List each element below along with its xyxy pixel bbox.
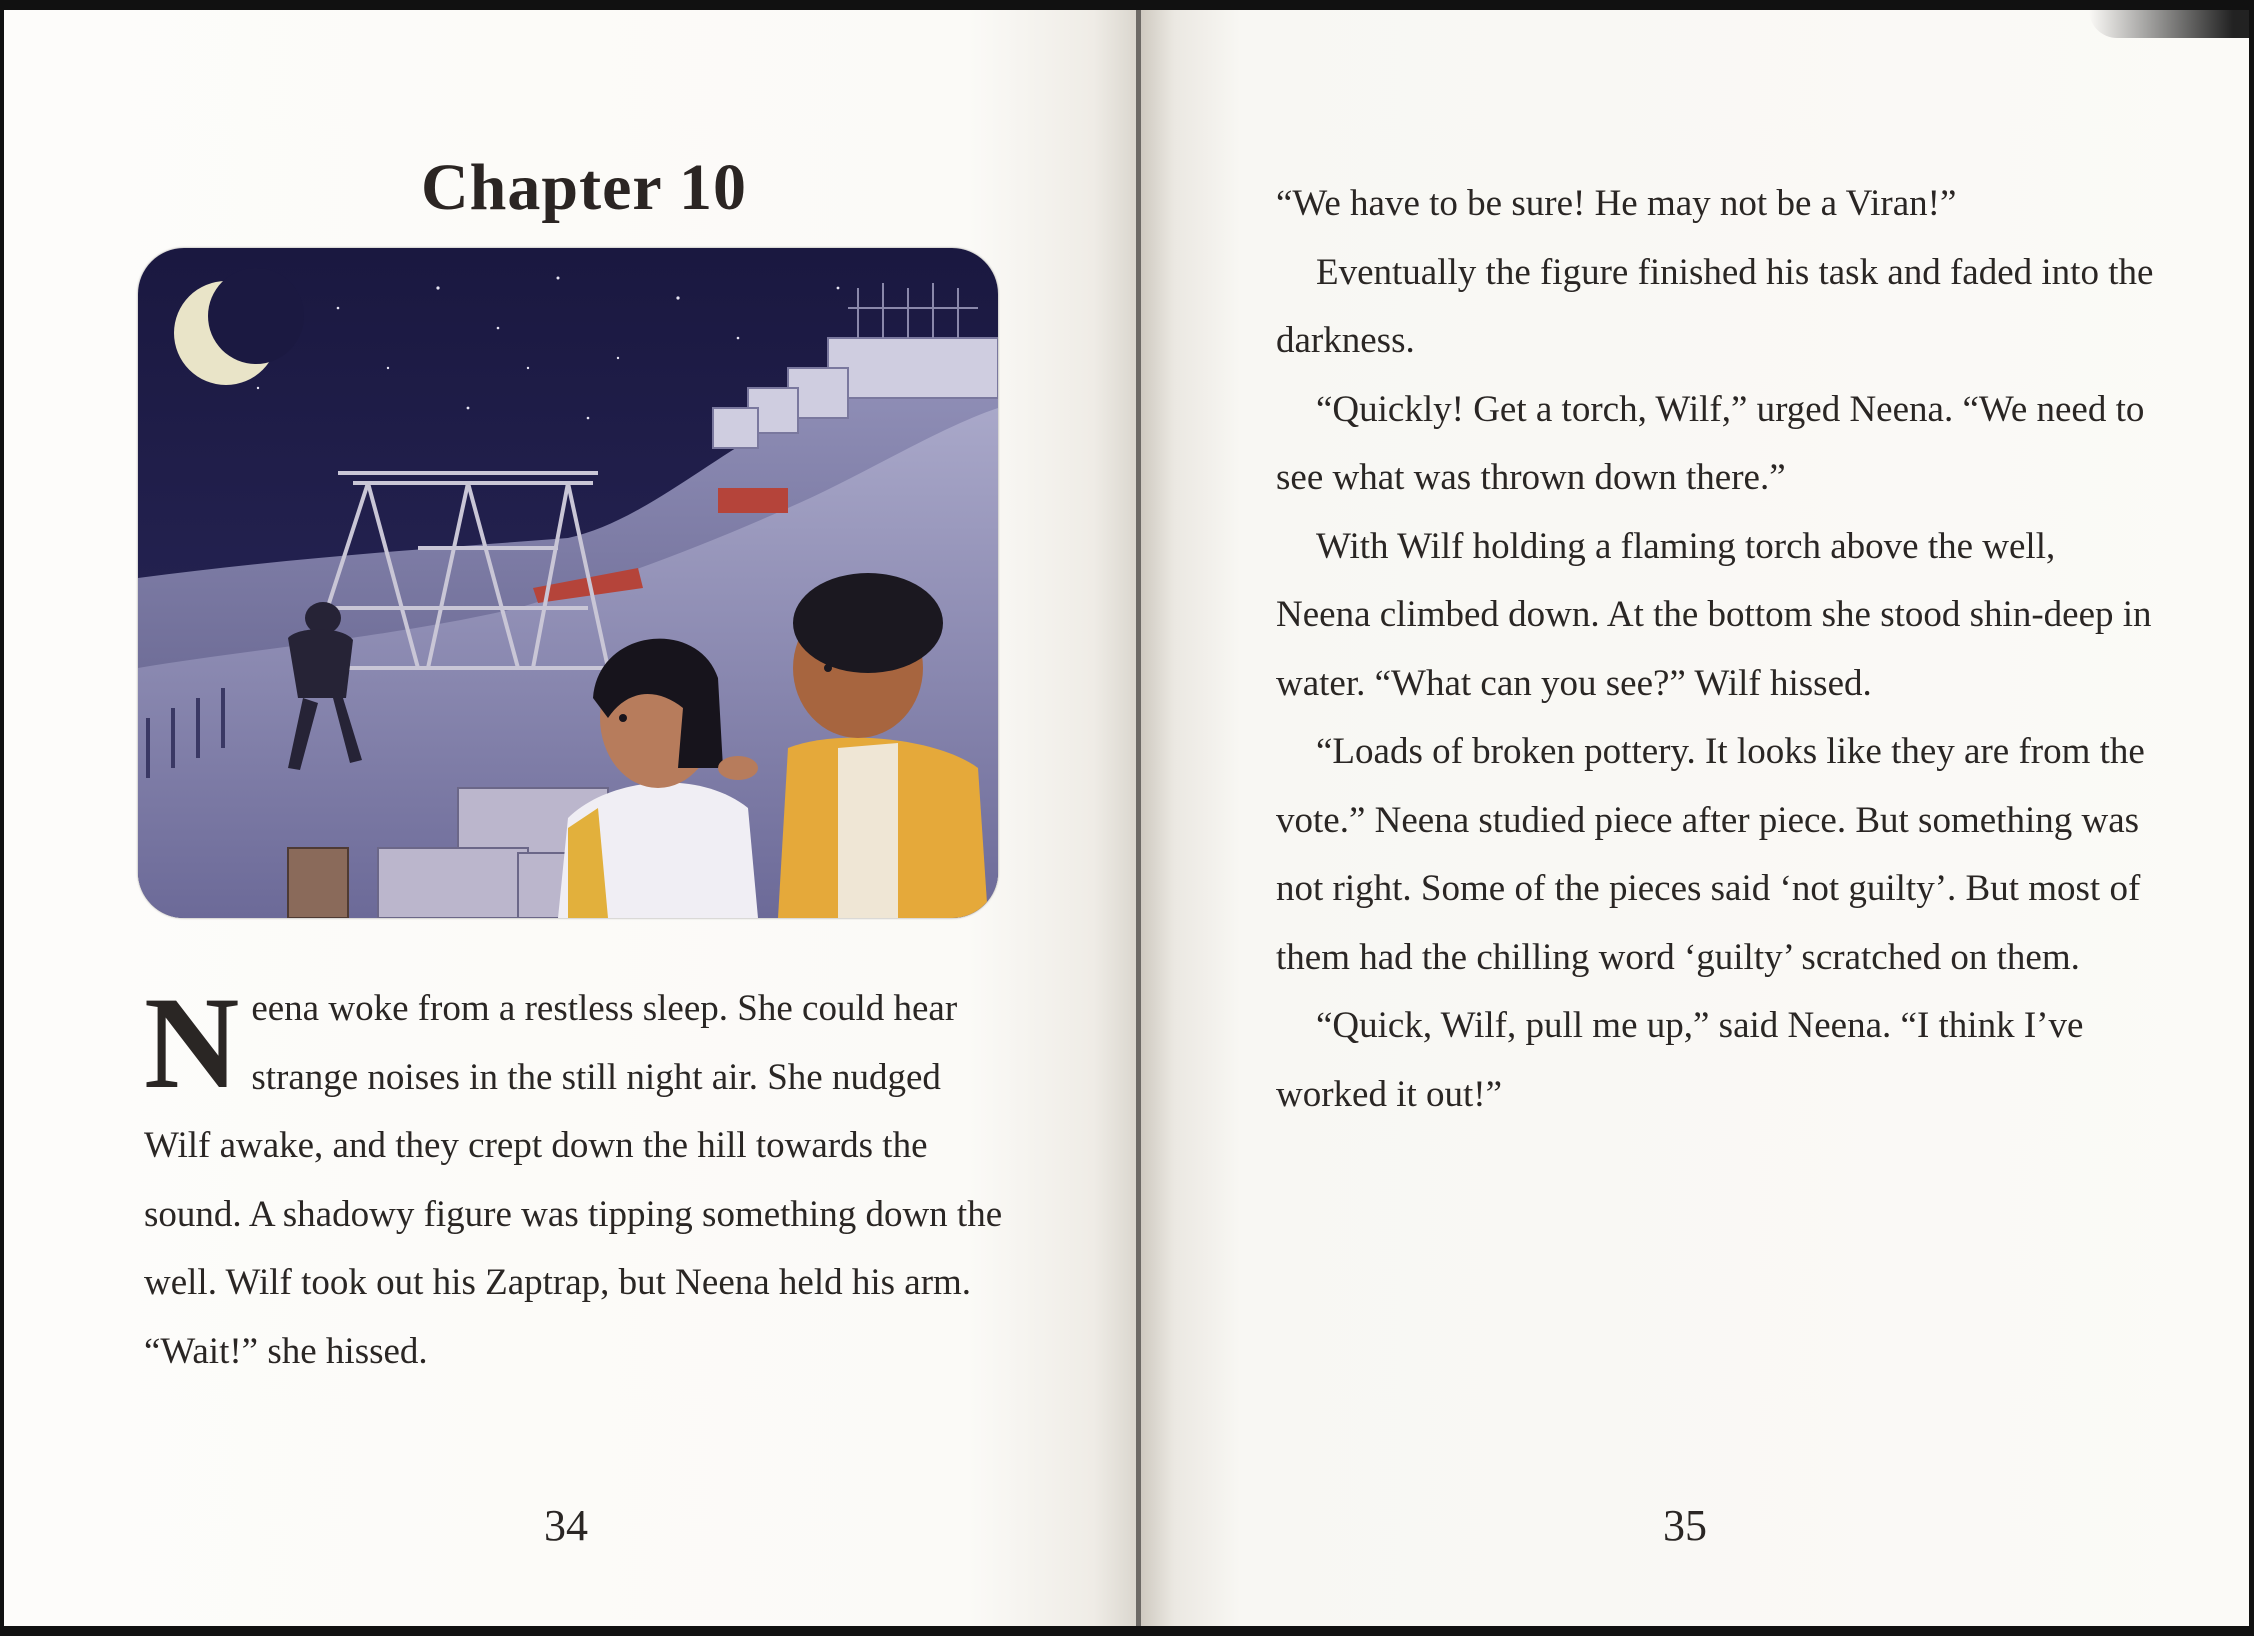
right-body-text [1276, 170, 2156, 1129]
paragraph: Eventually the figure finished his task and faded into the darkness. [1276, 251, 2154, 361]
drop-cap: N [144, 969, 240, 1116]
chapter-illustration [138, 248, 998, 918]
paragraph: “We have to be sure! He may not be a Viran!” [1276, 183, 1957, 224]
page-number-right: 35 [1663, 1501, 1707, 1550]
right-page [1141, 10, 2249, 1626]
left-paragraph: eena woke from a restless sleep. She could hear strange noises in the still night air. She nudged Wilf awake, and they crept down the hill towards the sound. A shadowy figure was tipping something down the well. Wilf took out his Zaptrap, but Neena held his arm. “Wait!” she hissed. [144, 988, 1003, 1372]
page-number-left: 34 [544, 1501, 588, 1550]
scan-corner-shadow [2089, 10, 2249, 38]
left-page [4, 10, 1139, 1626]
paragraph: “Loads of broken pottery. It looks like they are from the vote.” Neena studied piece after piece. But something was not right. Some of the pieces said ‘not guilty’. But most of them had the chilling word ‘guilty’ scratched on them. [1276, 731, 2145, 978]
left-body-text [144, 969, 1004, 1386]
chapter-title: Chapter 10 [421, 151, 747, 224]
paragraph: “Quick, Wilf, pull me up,” said Neena. “I think I’ve worked it out!” [1276, 1005, 2084, 1115]
paragraph: “Quickly! Get a torch, Wilf,” urged Neena. “We need to see what was thrown down there.” [1276, 388, 2145, 498]
paragraph: With Wilf holding a flaming torch above the well, Neena climbed down. At the bottom she stood shin-deep in water. “What can you see?” Wilf hissed. [1276, 525, 2152, 704]
